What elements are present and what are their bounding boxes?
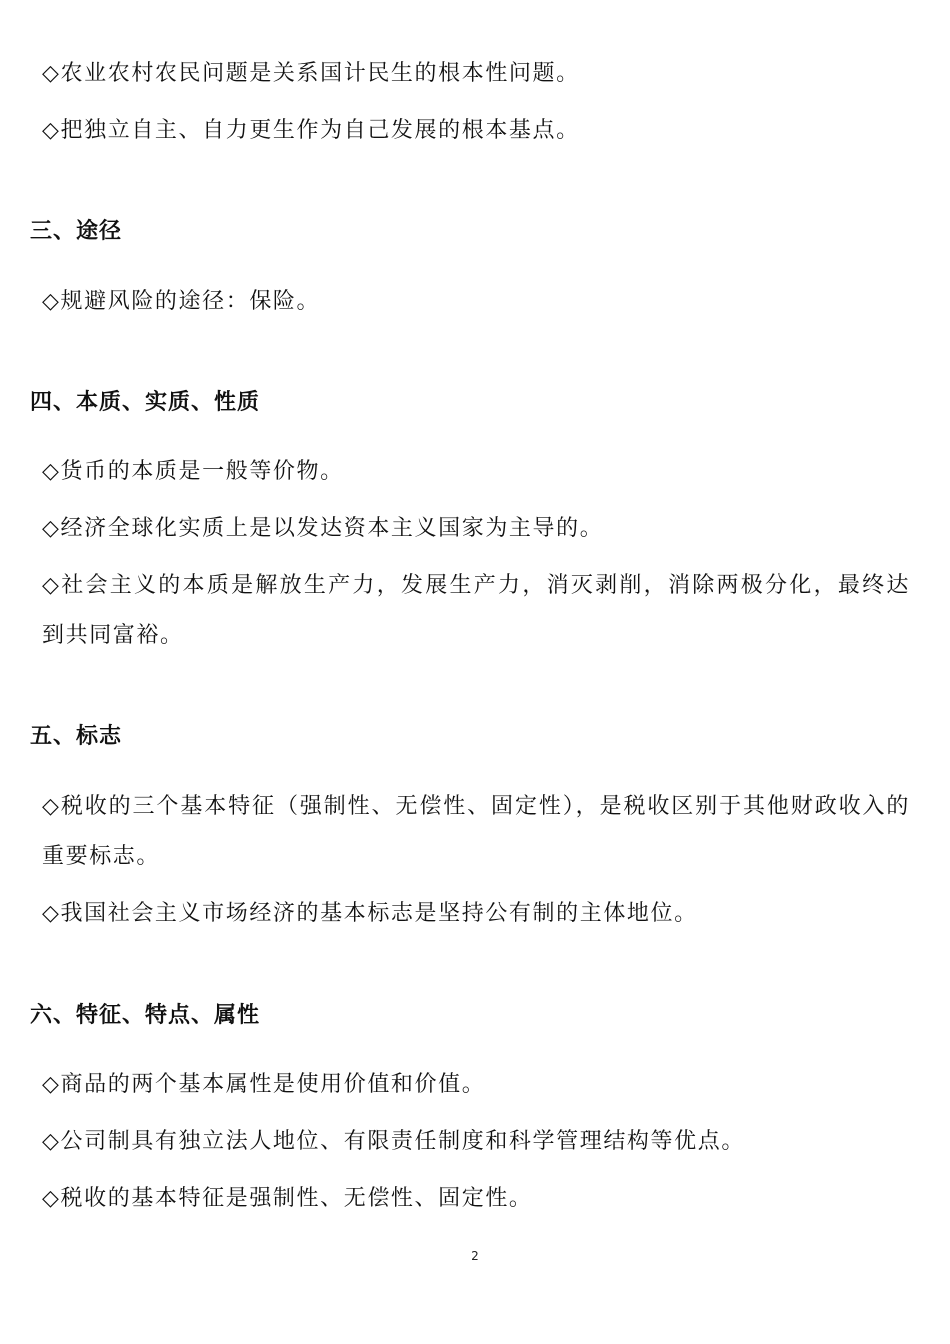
section-heading: 五、标志: [30, 724, 123, 749]
paragraph: ◇税收的三个基本特征（强制性、无偿性、固定性），是税收区别于其他财政收入的重要标志。: [42, 794, 910, 869]
page-number: 2: [471, 1249, 479, 1263]
paragraph: ◇税收的基本特征是强制性、无偿性、固定性。: [42, 1186, 533, 1211]
section-heading: 四、本质、实质、性质: [30, 390, 261, 415]
paragraph: ◇把独立自主、自力更生作为自己发展的根本基点。: [42, 118, 580, 143]
paragraph: ◇社会主义的本质是解放生产力，发展生产力，消灭剥削，消除两极分化，最终达到共同富裕。: [42, 573, 910, 648]
paragraph: ◇公司制具有独立法人地位、有限责任制度和科学管理结构等优点。: [42, 1129, 745, 1154]
paragraph: ◇农业农村农民问题是关系国计民生的根本性问题。: [42, 61, 580, 86]
paragraph: ◇我国社会主义市场经济的基本标志是坚持公有制的主体地位。: [42, 901, 698, 926]
section-heading: 三、途径: [30, 219, 123, 244]
paragraph: ◇规避风险的途径：保险。: [42, 289, 321, 314]
paragraph: ◇经济全球化实质上是以发达资本主义国家为主导的。: [42, 516, 604, 541]
paragraph: ◇货币的本质是一般等价物。: [42, 459, 344, 484]
section-heading: 六、特征、特点、属性: [30, 1003, 261, 1028]
paragraph: ◇商品的两个基本属性是使用价值和价值。: [42, 1072, 486, 1097]
